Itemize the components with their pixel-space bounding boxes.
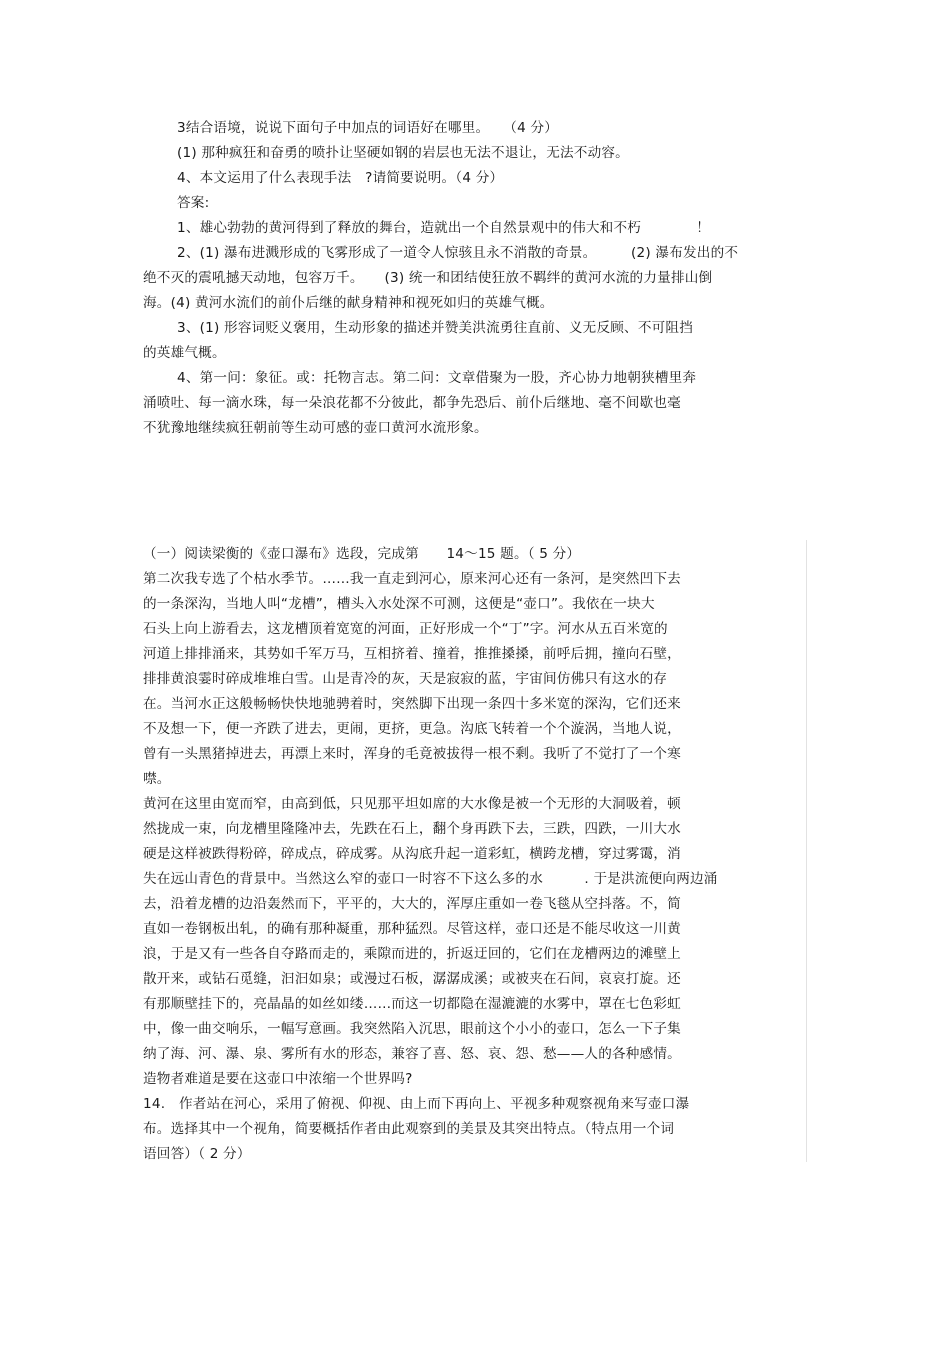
passage-line: 河道上排排涌来，其势如千军万马，互相挤着、撞着，推推搡搡，前呼后拥，撞向石壁， xyxy=(143,646,681,662)
passage-line: 硬是这样被跌得粉碎，碎成点，碎成雾。从沟底升起一道彩虹，横跨龙槽，穿过雾霭，消 xyxy=(143,846,681,862)
passage-line: 黄河在这里由宽而窄，由高到低，只见那平坦如席的大水像是被一个无形的大洞吸着，顿 xyxy=(143,796,681,812)
passage-line: 有那顺壁挂下的，亮晶晶的如丝如缕……而这一切都隐在湿漉漉的水雾中，罩在七色彩虹 xyxy=(143,996,681,1012)
passage-line: 纳了海、河、瀑、泉、雾所有水的形态，兼容了喜、怒、哀、怨、愁——人的各种感情。 xyxy=(143,1046,681,1062)
passage-line: 去，沿着龙槽的边沿轰然而下，平平的，大大的，浑厚庄重如一卷飞毯从空抖落。不，简 xyxy=(143,896,681,912)
passage-line: 散开来，或钻石觅缝，汩汩如泉；或漫过石板，潺潺成溪；或被夹在石间，哀哀打旋。还 xyxy=(143,971,681,987)
passage-line: 的一条深沟，当地人叫“龙槽”，槽头入水处深不可测，这便是“壶口”。我依在一块大 xyxy=(143,596,655,612)
passage-line: 不及想一下，便一齐跌了进去，更闹，更挤，更急。沟底飞转着一个个漩涡，当地人说， xyxy=(143,721,681,737)
question-14-line-1: 14. 作者站在河心，采用了俯视、仰视、由上而下再向上、平视多种观察视角来写壶口瀑 xyxy=(143,1096,690,1112)
passage-line: 失在远山青色的背景中。当然这么窄的壶口一时容不下这么多的水 . 于是洪流便向两边涌 xyxy=(143,871,718,887)
answer-2-line-1: 2、(1) 瀑布进溅形成的飞雾形成了一道令人惊骇且永不消散的奇景。 (2) 瀑布发出的不 xyxy=(177,245,739,261)
answer-4-line-3: 不犹豫地继续疯狂朝前等生动可感的壶口黄河水流形象。 xyxy=(143,420,488,436)
question-4-prompt: 4、本文运用了什么表现手法 ?请简要说明。（4 分） xyxy=(177,170,504,186)
passage-line: 排排黄浪霎时碎成堆堆白雪。山是青冷的灰，天是寂寂的蓝，宇宙间仿佛只有这水的存 xyxy=(143,671,668,687)
reading-instruction: （一）阅读梁衡的《壶口瀑布》选段，完成第 14～15 题。（ 5 分） xyxy=(143,546,581,562)
passage-line: 噤。 xyxy=(143,771,171,787)
answer-1: 1、雄心勃勃的黄河得到了释放的舞台，造就出一个自然景观中的伟大和不朽 ！ xyxy=(177,220,711,236)
passage-line: 中，像一曲交响乐，一幅写意画。我突然陷入沉思，眼前这个小小的壶口，怎么一下子集 xyxy=(143,1021,681,1037)
answer-2-line-3: 海。(4) 黄河水流们的前仆后继的献身精神和视死如归的英雄气概。 xyxy=(143,295,554,311)
passage-line: 曾有一头黑猪掉进去，再漂上来时，浑身的毛竟被拔得一根不剩。我听了不觉打了一个寒 xyxy=(143,746,681,762)
passage-line: 直如一卷钢板出轧，的确有那种凝重，那种猛烈。尽管这样，壶口还是不能尽收这一川黄 xyxy=(143,921,681,937)
passage-line: 然拢成一束，向龙槽里隆隆冲去，先跌在石上，翻个身再跌下去，三跌，四跌，一川大水 xyxy=(143,821,681,837)
question-14-line-2: 布。选择其中一个视角，简要概括作者由此观察到的美景及其突出特点。（特点用一个词 xyxy=(143,1121,675,1137)
question-3-sentence: (1) 那种疯狂和奋勇的喷扑让坚硬如钢的岩层也无法不退让，无法不动容。 xyxy=(177,145,629,161)
answer-4-line-1: 4、第一问：象征。或：托物言志。第二问：文章借聚为一股，齐心协力地朝狭槽里奔 xyxy=(177,370,697,386)
question-14-line-3: 语回答）（ 2 分） xyxy=(143,1146,251,1162)
passage-line: 石头上向上游看去，这龙槽顶着宽宽的河面，正好形成一个“丁”字。河水从五百米宽的 xyxy=(143,621,668,637)
column-divider xyxy=(806,540,807,1162)
answer-2-line-2: 绝不灭的震吼撼天动地，包容万千。 (3) 统一和团结使狂放不羁绊的黄河水流的力量排山倒 xyxy=(143,270,713,286)
passage-line: 在。当河水正这般畅畅快快地驰骋着时，突然脚下出现一条四十多米宽的深沟，它们还来 xyxy=(143,696,681,712)
answer-3-line-2: 的英雄气概。 xyxy=(143,345,226,361)
passage-line: 浪，于是又有一些各自夺路而走的，乘隙而进的，折返迂回的，它们在龙槽两边的滩壁上 xyxy=(143,946,681,962)
answer-4-line-2: 涌喷吐、每一滴水珠，每一朵浪花都不分彼此，都争先恐后、前仆后继地、毫不间歇也毫 xyxy=(143,395,681,411)
passage-line: 造物者难道是要在这壶口中浓缩一个世界吗? xyxy=(143,1071,413,1087)
question-3-prompt: 3结合语境，说说下面句子中加点的词语好在哪里。 （4 分） xyxy=(177,120,559,136)
answer-heading: 答案: xyxy=(177,195,210,211)
answer-3-line-1: 3、(1) 形容词贬义褒用，生动形象的描述并赞美洪流勇往直前、义无反顾、不可阻挡 xyxy=(177,320,694,336)
passage-line: 第二次我专选了个枯水季节。……我一直走到河心，原来河心还有一条河，是突然凹下去 xyxy=(143,571,681,587)
